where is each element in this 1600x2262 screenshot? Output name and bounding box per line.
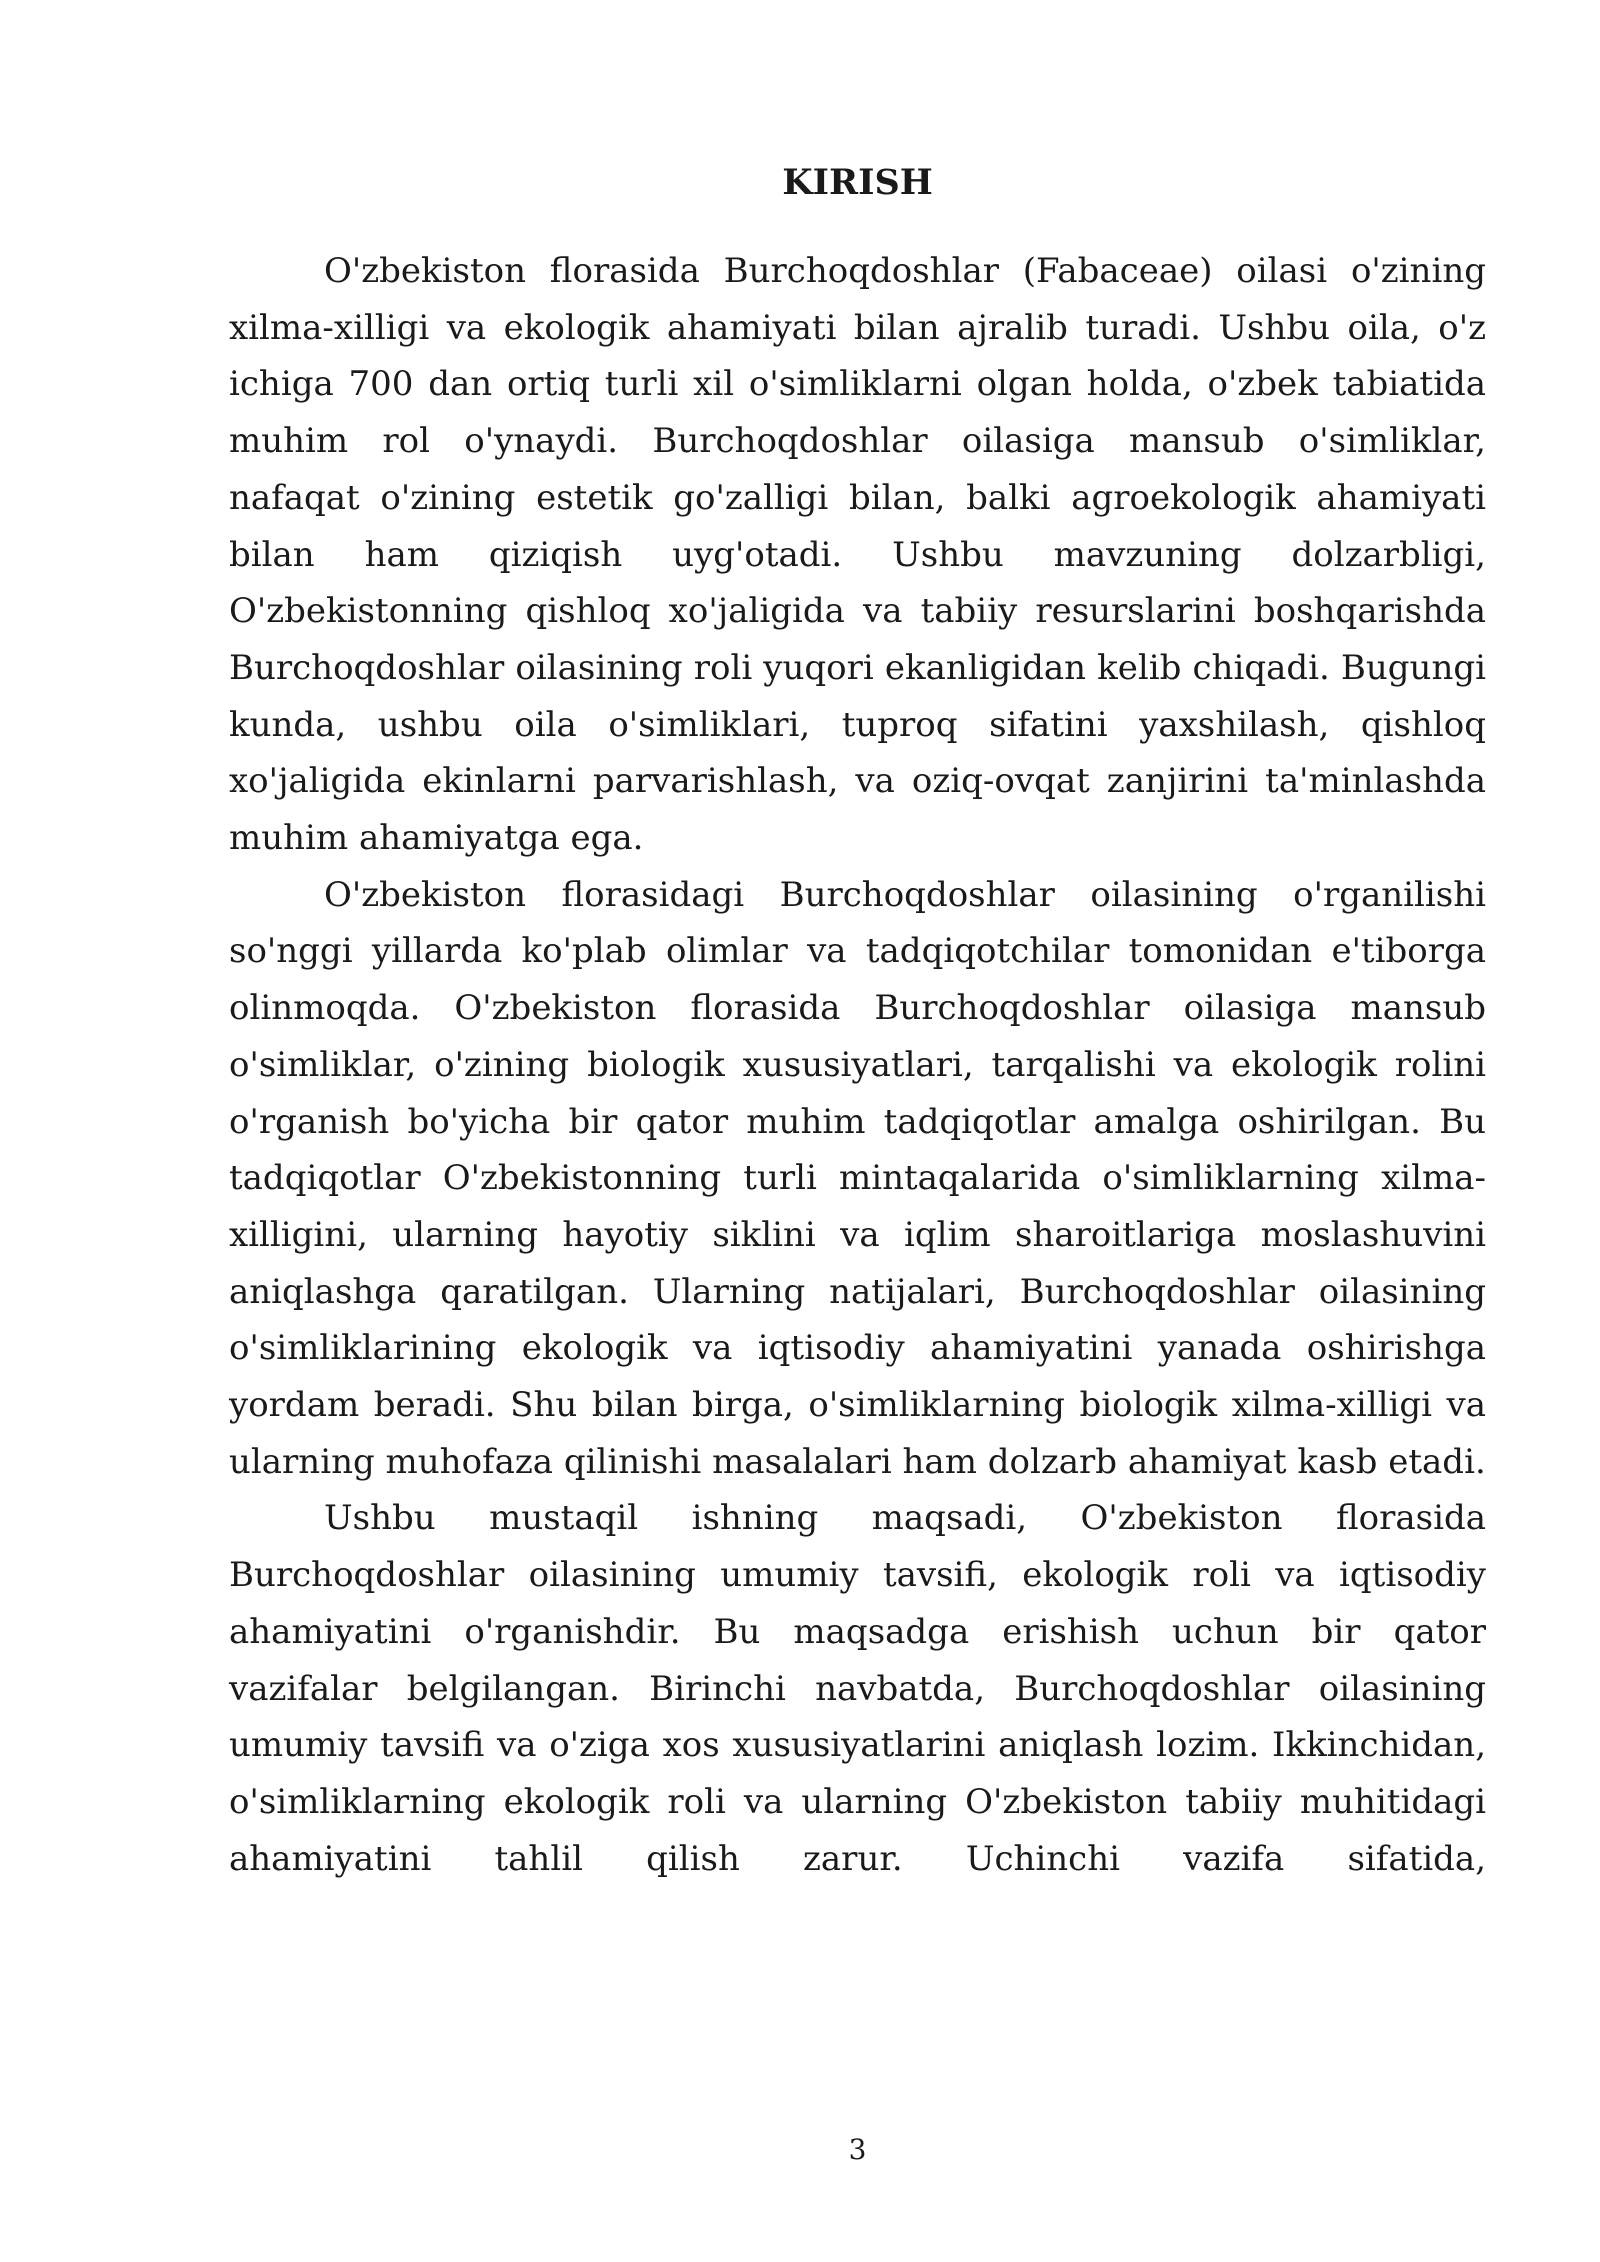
paragraph: Ushbu mustaqil ishning maqsadi, O'zbekiston florasida Burchoqdoshlar oilasining umumiy tavsifi, ekologik roli va iqtisodiy ahamiyatini o'rganishdir. Bu maqsadga erishish uchun bir qator vazifalar belgilangan. Birinchi navbatda, Burchoqdoshlar oilasining umumiy tavsifi va o'ziga xos xususiyatlarini aniqlash lozim. Ikkinchidan, o'simliklarning ekologik roli va ularning O'zbekiston tabiiy muhitidagi ahamiyatini tahlil qilish zarur. Uchinchi vazifa sifatida, [229, 1498, 1486, 1879]
body-text [229, 243, 1486, 1887]
section-heading: KIRISH [782, 162, 933, 203]
page-number: 3 [848, 2133, 867, 2166]
paragraph: O'zbekiston florasidagi Burchoqdoshlar oilasining o'rganilishi so'nggi yillarda ko'plab olimlar va tadqiqotchilar tomonidan e'tiborga olinmoqda. O'zbekiston florasida Burchoqdoshlar oilasiga mansub o'simliklar, o'zining biologik xususiyatlari, tarqalishi va ekologik rolini o'rganish bo'yicha bir qator muhim tadqiqotlar amalga oshirilgan. Bu tadqiqotlar O'zbekistonning turli mintaqalarida o'simliklarning xilma-xilligini, ularning hayotiy siklini va iqlim sharoitlariga moslashuvini aniqlashga qaratilgan. Ularning natijalari, Burchoqdoshlar oilasining o'simliklarining ekologik va iqtisodiy ahamiyatini yanada oshirishga yordam beradi. Shu bilan birga, o'simliklarning biologik xilma-xilligi va ularning muhofaza qilinishi masalalari ham dolzarb ahamiyat kasb etadi. [229, 874, 1486, 1482]
paragraph: O'zbekiston florasida Burchoqdoshlar (Fabaceae) oilasi o'zining xilma-xilligi va ekologik ahamiyati bilan ajralib turadi. Ushbu oila, o'z ichiga 700 dan ortiq turli xil o'simliklarni olgan holda, o'zbek tabiatida muhim rol o'ynaydi. Burchoqdoshlar oilasiga mansub o'simliklar, nafaqat o'zining estetik go'zalligi bilan, balki agroekologik ahamiyati bilan ham qiziqish uyg'otadi. Ushbu mavzuning dolzarbligi, O'zbekistonning qishloq xo'jaligida va tabiiy resurslarini boshqarishda Burchoqdoshlar oilasining roli yuqori ekanligidan kelib chiqadi. Bugungi kunda, ushbu oila o'simliklari, tuproq sifatini yaxshilash, qishloq xo'jaligida ekinlarni parvarishlash, va oziq-ovqat zanjirini ta'minlashda muhim ahamiyatga ega. [229, 251, 1486, 859]
